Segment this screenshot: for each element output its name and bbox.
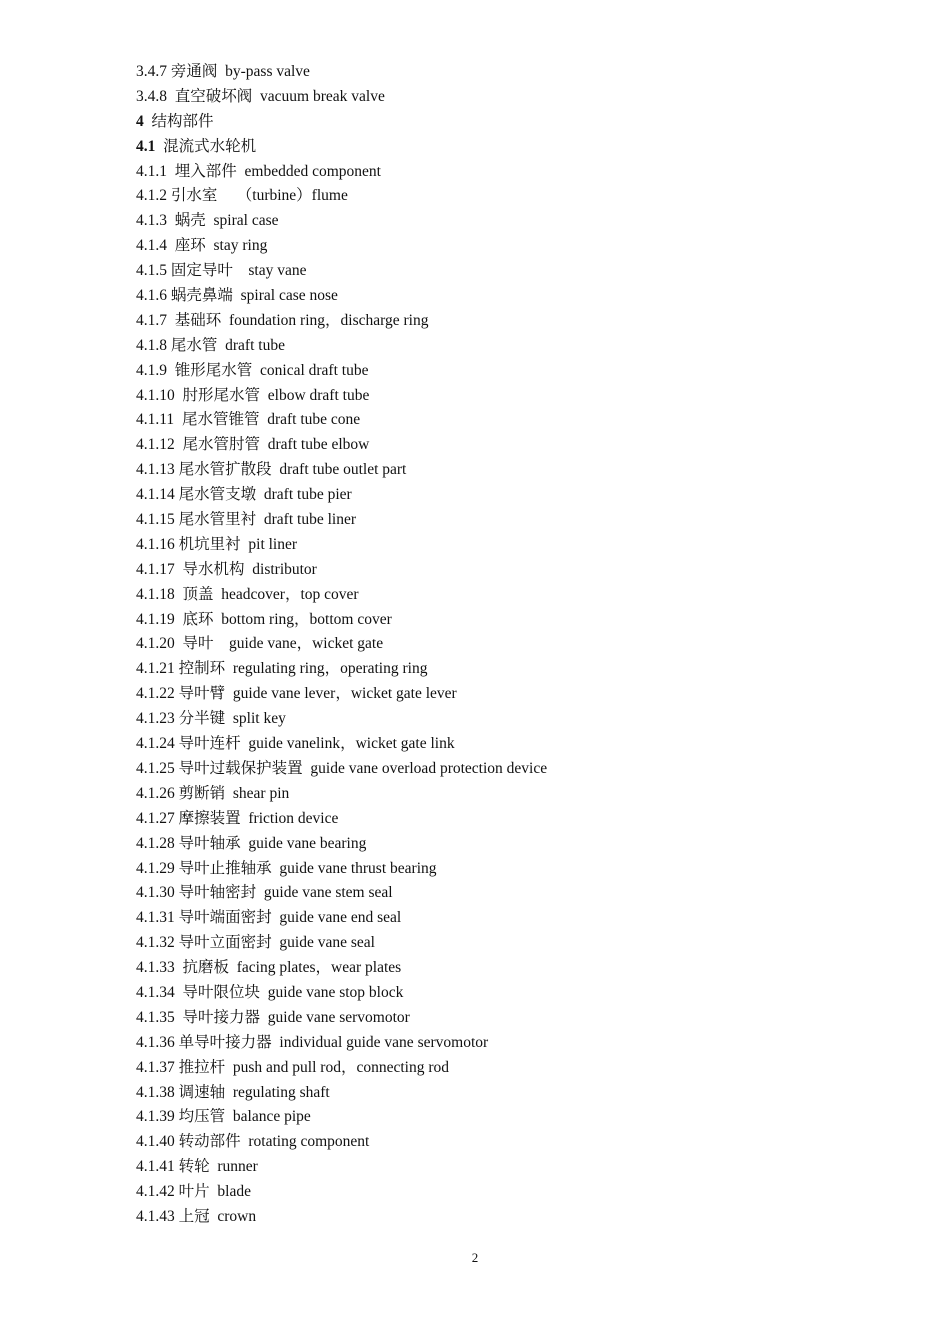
term-number: 4.1.26 (136, 784, 175, 802)
term-chinese: 导叶轴承 (178, 834, 241, 852)
term-chinese: 导水机构 (182, 560, 245, 578)
term-entry (136, 931, 896, 956)
term-number: 4.1.29 (136, 859, 175, 877)
term-english: guide vanelink，wicket gate link (248, 735, 455, 753)
term-entry (136, 160, 896, 185)
term-chinese: 顶盖 (182, 585, 214, 603)
term-chinese: 机坑里衬 (178, 535, 241, 553)
term-spacer (175, 436, 183, 453)
term-chinese: 导叶立面密封 (178, 934, 272, 952)
term-entry (136, 1130, 896, 1155)
term-english: draft tube outlet part (279, 461, 407, 479)
term-english: split key (232, 710, 286, 728)
term-english: stay vane (240, 262, 307, 280)
term-chinese: 剪断销 (178, 784, 226, 802)
term-english: （turbine）flume (225, 187, 348, 205)
term-entry (136, 682, 896, 707)
term-chinese: 导叶连杆 (178, 735, 241, 753)
term-entry (136, 458, 896, 483)
term-number: 4.1.39 (136, 1108, 175, 1126)
term-number: 4.1.12 (136, 436, 175, 454)
term-number: 4.1.34 (136, 983, 175, 1001)
term-chinese: 转轮 (178, 1158, 210, 1176)
term-english: friction device (248, 809, 339, 827)
term-chinese: 混流式水轮机 (163, 137, 257, 155)
term-english: blade (217, 1183, 251, 1201)
term-chinese: 抗磨板 (182, 959, 230, 977)
term-entry (136, 408, 896, 433)
term-number: 4.1.42 (136, 1183, 175, 1201)
term-entry (136, 583, 896, 608)
term-entry (136, 1105, 896, 1130)
term-english: individual guide vane servomotor (279, 1033, 489, 1051)
term-chinese: 导叶端面密封 (178, 909, 272, 927)
term-number: 4.1.28 (136, 834, 175, 852)
term-chinese: 尾水管支墩 (178, 486, 257, 504)
term-english: draft tube cone (267, 411, 361, 429)
term-english: crown (217, 1207, 257, 1225)
term-number: 4.1.18 (136, 585, 175, 603)
term-number: 4.1.5 (136, 262, 167, 280)
term-spacer (175, 387, 183, 404)
term-number: 4.1.37 (136, 1058, 175, 1076)
term-number: 4.1.19 (136, 610, 175, 628)
term-number: 4.1.38 (136, 1083, 175, 1101)
term-english: guide vane，wicket gate (221, 635, 384, 653)
term-entry (136, 1056, 896, 1081)
term-entry (136, 259, 896, 284)
term-english: rotating component (248, 1133, 370, 1151)
term-spacer (155, 138, 163, 155)
term-chinese: 尾水管锥管 (181, 411, 260, 429)
term-spacer (174, 411, 182, 428)
term-number: 4.1.1 (136, 162, 167, 180)
term-entry (136, 334, 896, 359)
term-spacer (144, 113, 152, 130)
term-english: vacuum break valve (260, 87, 385, 105)
term-entry (136, 1155, 896, 1180)
term-chinese: 座环 (174, 237, 206, 255)
term-chinese: 推拉杆 (178, 1058, 226, 1076)
term-entry (136, 508, 896, 533)
term-spacer (175, 1009, 183, 1026)
term-chinese: 摩擦装置 (178, 809, 241, 827)
term-entry (136, 807, 896, 832)
term-english: guide vane lever，wicket gate lever (232, 685, 457, 703)
term-number: 4.1.40 (136, 1133, 175, 1151)
term-chinese: 锥形尾水管 (174, 361, 253, 379)
term-entry (136, 433, 896, 458)
term-english: guide vane thrust bearing (279, 859, 437, 877)
term-chinese: 控制环 (178, 660, 226, 678)
term-chinese: 尾水管里衬 (178, 511, 257, 529)
term-english: guide vane seal (279, 934, 375, 952)
term-english: guide vane stem seal (263, 884, 393, 902)
term-number: 4.1.30 (136, 884, 175, 902)
term-english: push and pull rod，connecting rod (232, 1058, 449, 1076)
term-number: 4.1.6 (136, 287, 167, 305)
term-number: 4.1.41 (136, 1158, 175, 1176)
term-chinese: 单导叶接力器 (178, 1033, 272, 1051)
term-number: 4.1.3 (136, 212, 167, 230)
term-number: 4.1.43 (136, 1207, 175, 1225)
term-chinese: 尾水管扩散段 (178, 461, 272, 479)
term-number: 4.1.21 (136, 660, 175, 678)
term-spacer (175, 586, 183, 603)
term-chinese: 引水室 (170, 187, 218, 205)
term-chinese: 导叶接力器 (182, 1008, 261, 1026)
term-english: draft tube liner (263, 511, 356, 529)
term-english: facing plates，wear plates (236, 959, 402, 977)
term-entry (136, 110, 896, 135)
term-spacer (167, 237, 175, 254)
term-chinese: 导叶臂 (178, 685, 226, 703)
term-english: regulating ring，operating ring (232, 660, 428, 678)
term-english: embedded component (244, 162, 381, 180)
term-english: guide vane overload protection device (310, 759, 548, 777)
term-chinese: 分半键 (178, 710, 226, 728)
term-chinese: 底环 (182, 610, 214, 628)
term-english: spiral case nose (240, 287, 338, 305)
term-entry (136, 881, 896, 906)
term-spacer (167, 312, 175, 329)
term-number: 4.1.13 (136, 461, 175, 479)
term-entry (136, 1031, 896, 1056)
term-entry (136, 184, 896, 209)
term-english: pit liner (248, 535, 298, 553)
term-entry (136, 85, 896, 110)
term-number: 4.1.36 (136, 1033, 175, 1051)
term-chinese: 叶片 (178, 1183, 210, 1201)
term-entry (136, 906, 896, 931)
term-number: 4.1.27 (136, 809, 175, 827)
term-entry (136, 558, 896, 583)
term-entry (136, 1006, 896, 1031)
term-chinese: 导叶止推轴承 (178, 859, 272, 877)
term-number: 4.1.10 (136, 386, 175, 404)
term-spacer (175, 635, 183, 652)
term-entry (136, 284, 896, 309)
term-entry (136, 309, 896, 334)
term-chinese: 直空破坏阀 (174, 87, 253, 105)
term-english: runner (217, 1158, 258, 1176)
term-entry (136, 782, 896, 807)
term-entry (136, 657, 896, 682)
term-entry (136, 359, 896, 384)
term-entry (136, 483, 896, 508)
term-chinese: 导叶 (182, 635, 214, 653)
term-entry (136, 1081, 896, 1106)
term-number: 4.1 (136, 137, 156, 155)
term-number: 4.1.9 (136, 361, 167, 379)
term-chinese: 导叶过载保护装置 (178, 759, 303, 777)
term-spacer (175, 611, 183, 628)
term-entry (136, 981, 896, 1006)
term-number: 4.1.35 (136, 1008, 175, 1026)
term-chinese: 导叶限位块 (182, 983, 261, 1001)
term-english: regulating shaft (232, 1083, 330, 1101)
page-number: 2 (471, 1250, 479, 1265)
term-number: 3.4.7 (136, 63, 167, 80)
term-entry (136, 832, 896, 857)
term-chinese: 尾水管肘管 (182, 436, 261, 454)
term-entry (136, 384, 896, 409)
term-chinese: 固定导叶 (170, 262, 233, 280)
term-chinese: 导叶轴密封 (178, 884, 257, 902)
term-entry (136, 60, 896, 85)
term-number: 4 (136, 112, 144, 130)
term-number: 4.1.16 (136, 535, 175, 553)
term-chinese: 上冠 (178, 1207, 210, 1225)
term-number: 4.1.2 (136, 187, 167, 205)
term-english: guide vane servomotor (267, 1008, 410, 1026)
term-chinese: 旁通阀 (170, 63, 218, 80)
term-english: guide vane end seal (279, 909, 402, 927)
term-spacer (167, 163, 175, 180)
term-entry (136, 757, 896, 782)
term-english: foundation ring，discharge ring (229, 311, 429, 329)
term-english: stay ring (213, 237, 268, 255)
term-entry (136, 707, 896, 732)
term-english: guide vane stop block (267, 983, 404, 1001)
term-spacer (167, 88, 175, 105)
term-number: 4.1.25 (136, 759, 175, 777)
term-english: draft tube pier (263, 486, 352, 504)
term-number: 4.1.22 (136, 685, 175, 703)
term-number: 4.1.23 (136, 710, 175, 728)
term-number: 4.1.15 (136, 511, 175, 529)
term-spacer (175, 561, 183, 578)
term-chinese: 结构部件 (151, 112, 214, 130)
term-entry (136, 533, 896, 558)
term-list (136, 60, 896, 1230)
term-entry (136, 732, 896, 757)
term-spacer (175, 959, 183, 976)
term-chinese: 基础环 (174, 311, 222, 329)
term-english: shear pin (232, 784, 290, 802)
term-chinese: 尾水管 (170, 336, 218, 354)
term-entry (136, 1205, 896, 1230)
term-number: 4.1.4 (136, 237, 167, 255)
term-chinese: 蜗壳鼻端 (170, 287, 233, 305)
term-entry (136, 632, 896, 657)
term-english: draft tube elbow (267, 436, 370, 454)
term-number: 4.1.33 (136, 959, 175, 977)
term-number: 4.1.7 (136, 311, 167, 329)
term-number: 4.1.31 (136, 909, 175, 927)
term-english: guide vane bearing (248, 834, 367, 852)
term-entry (136, 608, 896, 633)
term-english: headcover，top cover (221, 585, 359, 603)
term-entry (136, 1180, 896, 1205)
term-number: 4.1.24 (136, 735, 175, 753)
term-english: conical draft tube (260, 361, 369, 379)
term-english: distributor (252, 560, 317, 578)
term-number: 4.1.8 (136, 336, 167, 354)
term-chinese: 埋入部件 (174, 162, 237, 180)
term-chinese: 肘形尾水管 (182, 386, 261, 404)
term-english: by-pass valve (225, 63, 310, 80)
term-chinese: 转动部件 (178, 1133, 241, 1151)
term-english: spiral case (213, 212, 279, 230)
term-number: 3.4.8 (136, 87, 167, 105)
term-spacer (167, 362, 175, 379)
term-entry (136, 135, 896, 160)
term-spacer (175, 984, 183, 1001)
term-number: 4.1.20 (136, 635, 175, 653)
term-number: 4.1.14 (136, 486, 175, 504)
term-english: bottom ring，bottom cover (221, 610, 392, 628)
term-entry (136, 209, 896, 234)
term-entry (136, 956, 896, 981)
term-chinese: 调速轴 (178, 1083, 226, 1101)
term-number: 4.1.32 (136, 934, 175, 952)
term-english: balance pipe (232, 1108, 311, 1126)
term-spacer (167, 212, 175, 229)
term-number: 4.1.11 (136, 411, 175, 429)
term-english: draft tube (225, 336, 285, 354)
term-entry (136, 234, 896, 259)
term-chinese: 均压管 (178, 1108, 226, 1126)
term-entry (136, 857, 896, 882)
term-number: 4.1.17 (136, 560, 175, 578)
term-english: elbow draft tube (267, 386, 370, 404)
term-chinese: 蜗壳 (174, 212, 206, 230)
